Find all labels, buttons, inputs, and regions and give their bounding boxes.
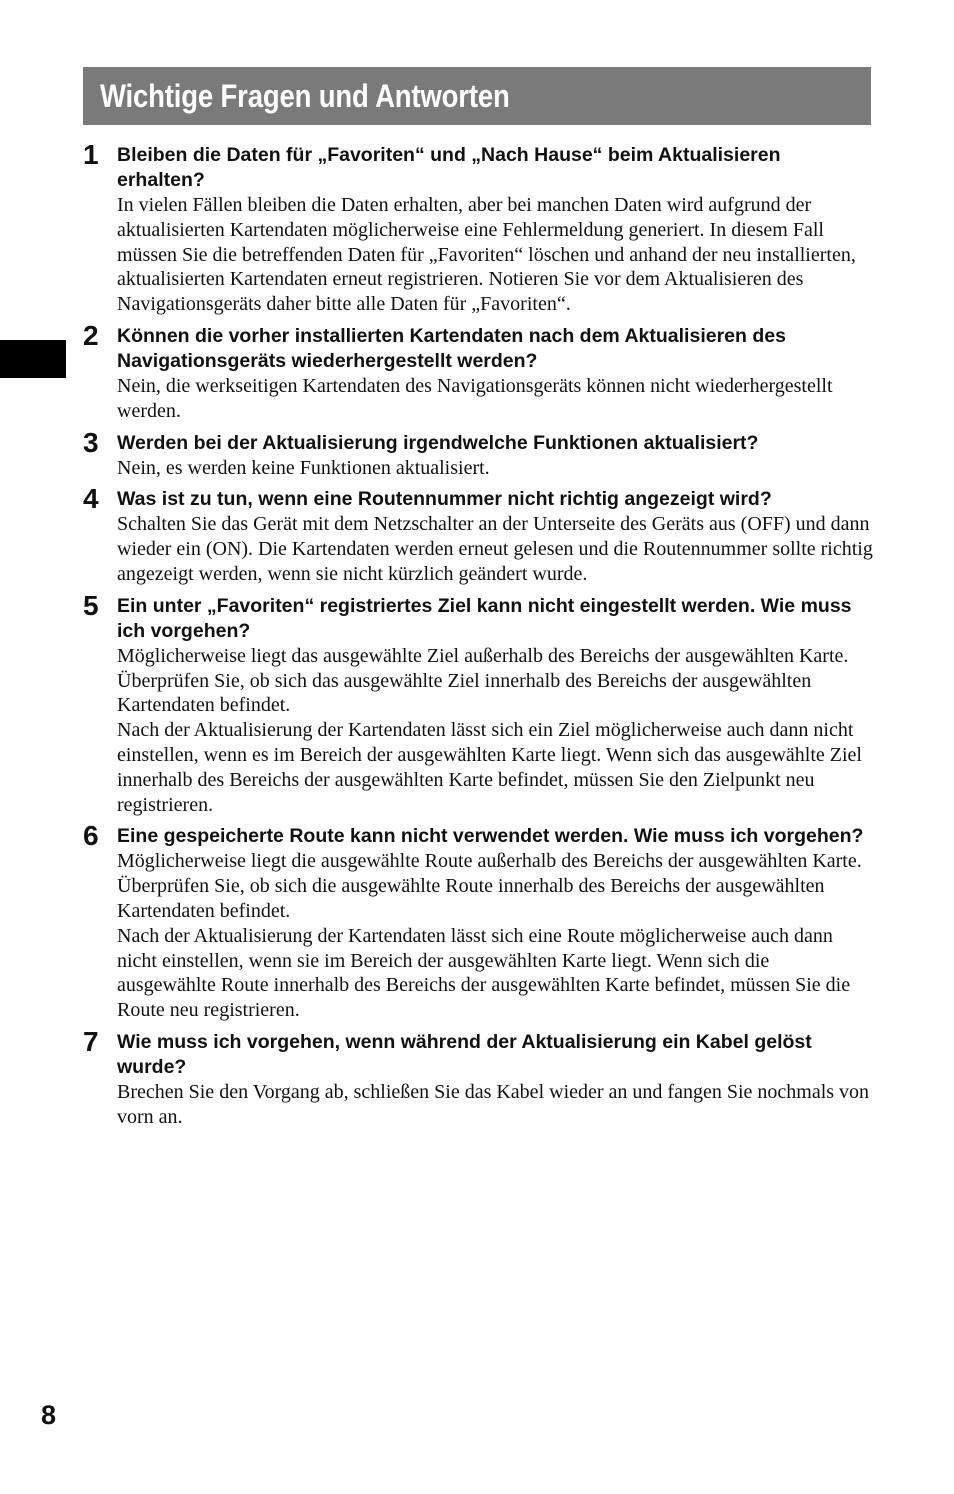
faq-item-5 — [83, 589, 873, 818]
question-text: Werden bei der Aktualisierung irgendwelche Funktionen aktualisiert? — [117, 431, 759, 454]
answer-paragraph: Möglicherweise liegt die ausgewählte Route außerhalb des Bereichs der ausgewählten Karte. Überprüfen Sie, ob sich die ausgewählte Route innerhalb des Bereichs der ausgewählten Kartendaten befindet. — [117, 850, 862, 922]
answer-paragraph: Nein, es werden keine Funktionen aktualisiert. — [117, 456, 490, 479]
page-number: 8 — [41, 1400, 57, 1430]
question-text: Was ist zu tun, wenn eine Routennummer nicht richtig angezeigt wird? — [117, 488, 772, 511]
page-title: Wichtige Fragen und Antworten — [100, 77, 510, 114]
answer-paragraph: Nach der Aktualisierung der Kartendaten lässt sich ein Ziel möglicherweise auch dann nicht einstellen, wenn es im Bereich der ausgewählten Karte liegt. Wenn sich das ausgewählte Ziel innerhalb des Bereichs der ausgewählten Karte befindet, müssen Sie den Zielpunkt neu registrieren. — [117, 719, 862, 816]
question-text: Eine gespeicherte Route kann nicht verwendet werden. Wie muss ich vorgehen? — [117, 825, 864, 848]
question-text: Können die vorher installierten Kartendaten nach dem Aktualisieren des Navigationsgeräts wiederhergestellt werden? — [117, 324, 786, 372]
answer-paragraph: Möglicherweise liegt das ausgewählte Ziel außerhalb des Bereichs der ausgewählten Karte. Überprüfen Sie, ob sich das ausgewählte Ziel innerhalb des Bereichs der ausgewählten Kartendaten befindet. — [117, 644, 849, 717]
faq-item-7 — [83, 1025, 873, 1130]
item-number: 1 — [83, 139, 99, 170]
question-text: Ein unter „Favoriten“ registriertes Ziel kann nicht eingestellt werden. Wie muss ich vorgehen? — [117, 594, 852, 642]
section-title-bar — [83, 67, 871, 125]
faq-item-4 — [83, 483, 873, 586]
answer-paragraph: Brechen Sie den Vorgang ab, schließen Sie das Kabel wieder an und fangen Sie nochmals von vorn an. — [117, 1080, 870, 1128]
item-number: 4 — [83, 483, 99, 515]
item-number: 3 — [83, 426, 99, 458]
item-number: 5 — [83, 589, 99, 621]
faq-item-6 — [83, 820, 873, 1023]
answer-paragraph: Nach der Aktualisierung der Kartendaten lässt sich eine Route möglicherweise auch dann nicht einstellen, wenn sie im Bereich der ausgewählten Karte liegt. Wenn sich die ausgewählte Route innerhalb des Bereichs der ausgewählten Karte befindet, müssen Sie die Route neu registrieren. — [117, 924, 851, 1022]
faq-item-3 — [83, 426, 873, 481]
answer-paragraph: Nein, die werkseitigen Kartendaten des Navigationsgeräts können nicht wiederhergestellt werden. — [117, 374, 833, 422]
answer-paragraph: Schalten Sie das Gerät mit dem Netzschalter an der Unterseite des Geräts aus (OFF) und dann wieder ein (ON). Die Kartendaten werden erneut gelesen und die Routennummer sollte richtig angezeigt werden, wenn sie nicht kürzlich geändert wurde. — [117, 513, 873, 585]
item-number: 7 — [83, 1025, 99, 1057]
item-number: 6 — [83, 820, 99, 852]
section-tab-marker — [0, 340, 66, 378]
item-number: 2 — [83, 319, 99, 351]
question-text: Bleiben die Daten für „Favoriten“ und „Nach Hause“ beim Aktualisieren erhalten? — [117, 144, 781, 191]
faq-list — [83, 139, 873, 1137]
question-text: Wie muss ich vorgehen, wenn während der Aktualisierung ein Kabel gelöst wurde? — [117, 1030, 812, 1078]
faq-item-1 — [83, 139, 873, 317]
answer-paragraph: In vielen Fällen bleiben die Daten erhalten, aber bei manchen Daten wird aufgrund der aktualisierten Kartendaten möglicherweise eine Fehlermeldung generiert. In diesem Fall müssen Sie die betreffenden Daten für „Favoriten“ löschen und anhand der neu installierten, aktualisierten Kartendaten erneut registrieren. Notieren Sie vor dem Aktualisieren des Navigationsgeräts daher bitte alle Daten für „Favoriten“. — [117, 194, 856, 316]
faq-item-2 — [83, 319, 873, 424]
